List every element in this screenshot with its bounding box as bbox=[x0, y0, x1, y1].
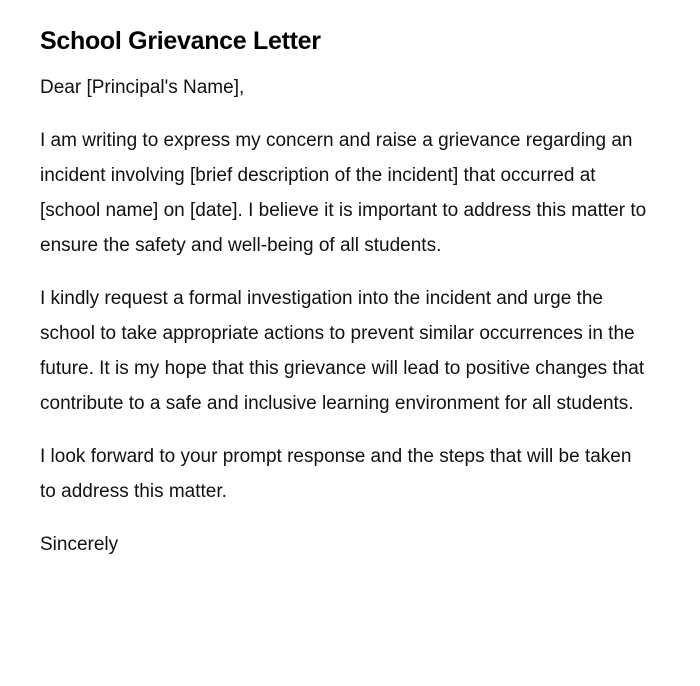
letter-signoff: Sincerely bbox=[40, 534, 119, 555]
letter-paragraph-3: I look forward to your prompt response and the steps that will be taken to address this matter. bbox=[40, 446, 632, 502]
letter-greeting: Dear [Principal's Name], bbox=[40, 77, 245, 98]
letter-paragraph-2: I kindly request a formal investigation into the incident and urge the school to take appropriate actions to prevent similar occurrences in the future. It is my hope that this grievance will lead to positive changes that contribute to a safe and inclusive learning environment for all students. bbox=[40, 288, 645, 414]
letter-title: School Grievance Letter bbox=[40, 27, 321, 55]
letter-paragraph-1: I am writing to express my concern and raise a grievance regarding an incident involving [brief description of the incident] that occurred at [school name] on [date]. I believe it is important to address this matter to ensure the safety and well-being of all students. bbox=[40, 130, 647, 256]
